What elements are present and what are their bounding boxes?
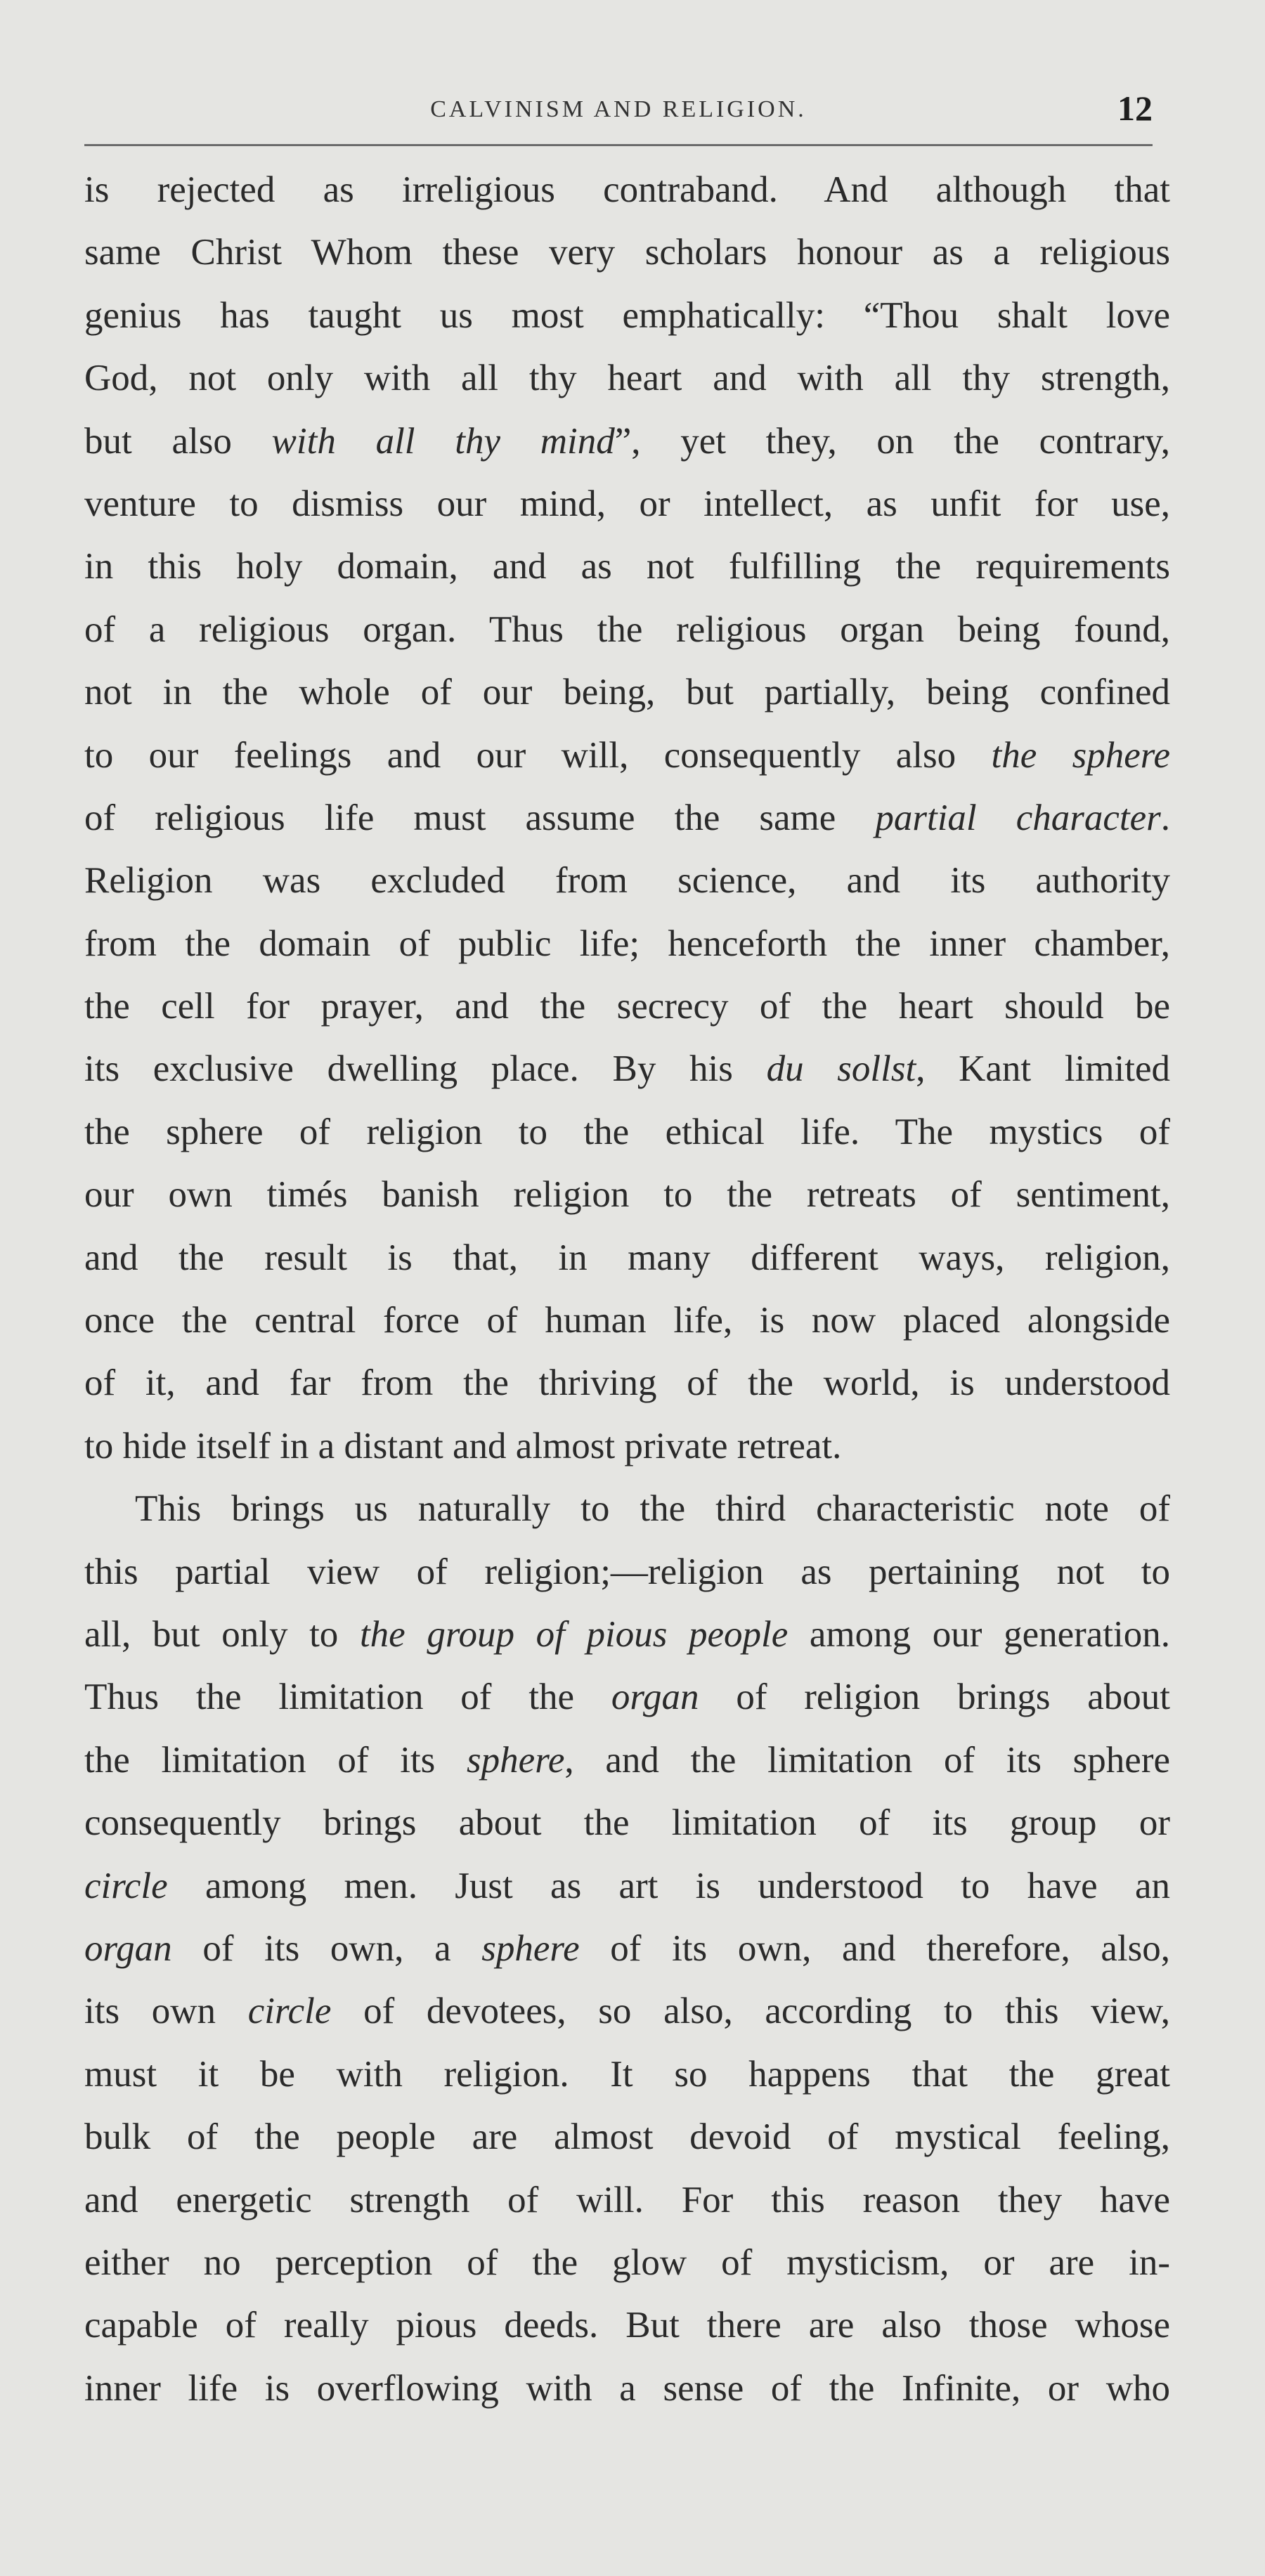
italic-text: organ [84, 1927, 172, 1969]
text-line [84, 1038, 1170, 1100]
text-line [84, 599, 1170, 661]
text-run: Thus the limitation of the [84, 1677, 611, 1718]
text-line [84, 1980, 1170, 2043]
text-run: the sphere of religion to the ethical life. The mystics of [84, 1111, 1170, 1152]
text-run: must it be with religion. It so happens that the great [84, 2053, 1170, 2095]
text-run: among our generation. [788, 1613, 1170, 1655]
italic-text: sphere [467, 1739, 565, 1781]
text-line [84, 1352, 1170, 1414]
text-line [84, 2043, 1170, 2106]
text-run: of a religious organ. Thus the religious organ being found, [84, 609, 1170, 650]
text-run: its exclusive dwelling place. By his [84, 1048, 767, 1090]
text-run: among men. Just as art is understood to have an [167, 1865, 1170, 1906]
text-line [84, 1101, 1170, 1164]
text-line [84, 913, 1170, 975]
text-run: bulk of the people are almost devoid of mystical feeling, [84, 2116, 1170, 2158]
text-run: Religion was excluded from science, and its authority [84, 860, 1170, 902]
text-run: once the central force of human life, is now placed alongside [84, 1300, 1170, 1341]
text-run: and the result is that, in many different ways, religion, [84, 1237, 1170, 1278]
italic-text: organ [611, 1677, 699, 1718]
text-line [84, 1855, 1170, 1918]
text-run: same Christ Whom these very scholars honour as a religious [84, 232, 1170, 273]
text-run: God, not only with all thy heart and with all thy strength, [84, 358, 1170, 399]
text-line [84, 1666, 1170, 1729]
italic-text: the sphere [991, 734, 1170, 776]
text-run: either no perception of the glow of mysticism, or are in- [84, 2242, 1170, 2283]
text-run: . [1160, 797, 1170, 838]
text-run: capable of really pious deeds. But there are also those whose [84, 2305, 1170, 2346]
text-run: of its own, and therefore, also, [579, 1927, 1170, 1969]
text-run: consequently brings about the limitation of its group or [84, 1802, 1170, 1844]
italic-text: sphere [481, 1927, 580, 1969]
text-line [84, 221, 1170, 284]
text-run: in this holy domain, and as not fulfilling the requirements [84, 546, 1170, 587]
text-run: all, but only to [84, 1613, 360, 1655]
text-line [84, 1289, 1170, 1352]
italic-text: circle [247, 1991, 332, 2032]
body-text [84, 159, 1170, 2420]
text-run: is rejected as irreligious contraband. And although that [84, 169, 1170, 210]
text-line [84, 1227, 1170, 1289]
text-run: of it, and far from the thriving of the world, is understood [84, 1362, 1170, 1404]
text-run: not in the whole of our being, but partially, being confined [84, 672, 1170, 713]
text-run: of its own, a [171, 1927, 482, 1969]
text-line [84, 1541, 1170, 1604]
text-run: our own timés banish religion to the retreats of sentiment, [84, 1174, 1170, 1216]
text-run: and energetic strength of will. For this reason they have [84, 2179, 1170, 2220]
italic-text: partial character [875, 797, 1161, 838]
italic-text: du sollst [766, 1048, 916, 1090]
text-run: of devotees, so also, according to this view, [331, 1991, 1170, 2032]
text-line [84, 535, 1170, 598]
text-line [84, 1415, 1170, 1478]
text-run: to hide itself in a distant and almost private retreat. [84, 1425, 842, 1466]
running-title: CALVINISM AND RELIGION. [430, 96, 807, 122]
text-line [84, 2294, 1170, 2357]
text-line [84, 159, 1170, 221]
text-line [84, 2232, 1170, 2294]
text-run: to our feelings and our will, consequently also [84, 734, 992, 776]
text-run: of religion brings about [699, 1677, 1171, 1718]
italic-text: the group of pious people [359, 1613, 789, 1655]
text-run: , Kant limited [916, 1048, 1170, 1090]
text-line [84, 2106, 1170, 2168]
page-header [84, 88, 1153, 146]
text-run: this partial view of religion;—religion as pertaining not to [84, 1551, 1170, 1592]
text-line [84, 1729, 1170, 1792]
italic-text: circle [84, 1865, 168, 1906]
text-line [84, 1164, 1170, 1226]
text-run: venture to dismiss our mind, or intellect, as unfit for use, [84, 483, 1170, 524]
text-run: the limitation of its [84, 1739, 467, 1781]
text-run: but also [84, 420, 272, 462]
text-run: This brings us naturally to the third characteristic note of [135, 1488, 1170, 1530]
text-line [84, 473, 1170, 535]
text-line [84, 661, 1170, 724]
italic-text: with all thy mind [271, 420, 615, 462]
text-line [84, 1918, 1170, 1980]
text-line [84, 410, 1170, 473]
text-line [84, 2357, 1170, 2420]
text-run: its own [84, 1991, 248, 2032]
text-run: genius has taught us most emphatically: “Thou shalt love [84, 294, 1170, 336]
text-run: ”, yet they, on the contrary, [614, 420, 1170, 462]
text-run: the cell for prayer, and the secrecy of the heart should be [84, 986, 1170, 1027]
text-line [84, 1604, 1170, 1666]
text-line [84, 975, 1170, 1038]
text-line [84, 285, 1170, 347]
text-line [84, 2169, 1170, 2232]
text-run: from the domain of public life; henceforth the inner chamber, [84, 923, 1170, 964]
text-run: inner life is overflowing with a sense of the Infinite, or who [84, 2367, 1170, 2409]
text-line [84, 1792, 1170, 1854]
text-line [84, 724, 1170, 787]
text-run: of religious life must assume the same [84, 797, 876, 838]
text-line [84, 787, 1170, 850]
text-line [84, 1478, 1170, 1540]
text-line [84, 347, 1170, 410]
page-number: 12 [1117, 89, 1153, 128]
text-line [84, 850, 1170, 912]
text-run: , and the limitation of its sphere [564, 1739, 1171, 1781]
